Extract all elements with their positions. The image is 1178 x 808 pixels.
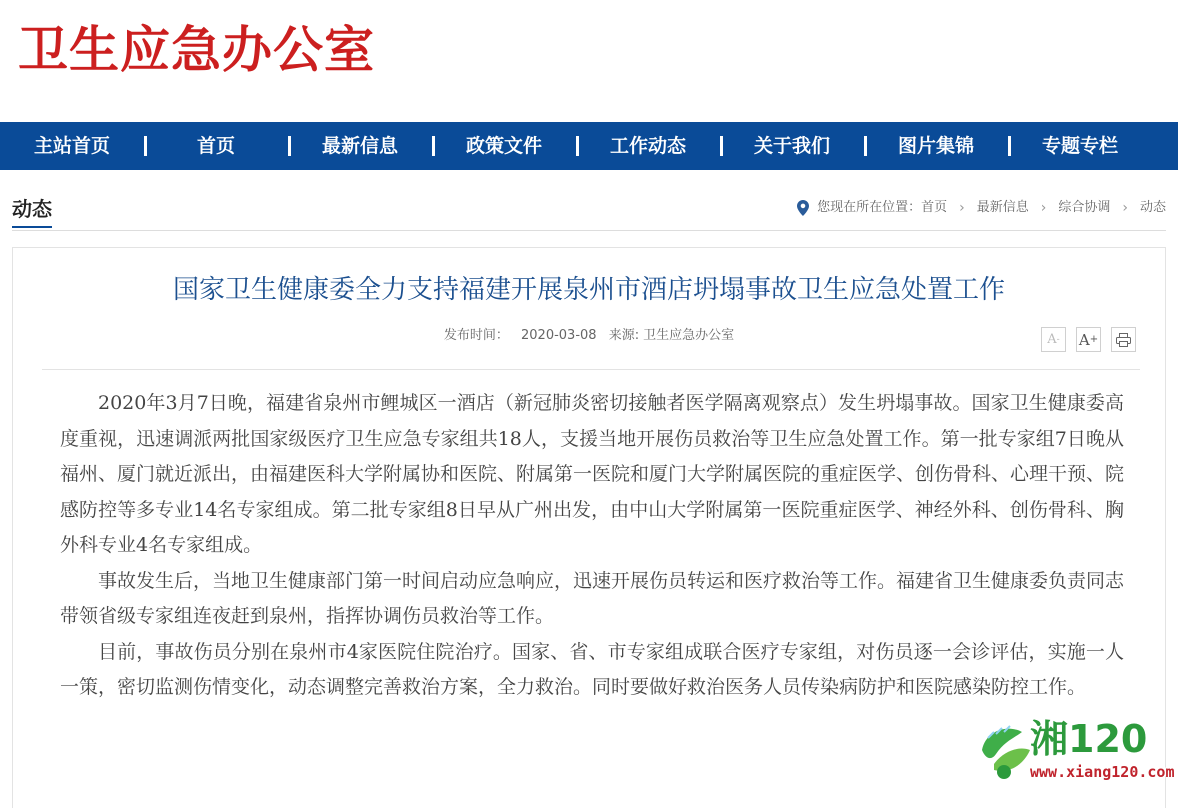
- nav-item-policy-docs[interactable]: 政策文件: [432, 122, 576, 170]
- nav-item-latest-info[interactable]: 最新信息: [288, 122, 432, 170]
- chevron-right-icon: ›: [1122, 200, 1128, 216]
- breadcrumb-link-coordination[interactable]: 综合协调: [1058, 200, 1111, 215]
- article-title: 国家卫生健康委全力支持福建开展泉州市酒店坍塌事故卫生应急处置工作: [172, 275, 1005, 305]
- breadcrumb-link-news[interactable]: 动态: [1139, 200, 1166, 215]
- watermark: [968, 716, 1173, 786]
- watermark-url: www.xiang120.com: [1030, 763, 1175, 781]
- publish-date: 2020-03-08: [521, 328, 597, 343]
- article-paragraph: 2020年3月7日晚，福建省泉州市鲤城区一酒店（新冠肺炎密切接触者医学隔离观察点）发生坍塌事故。国家卫生健康委高度重视，迅速调派两批国家级医疗卫生应急专家组共18人，支援当地开展伤员救治等卫生应急处置工作。第一批专家组7日晚从福州、厦门就近派出，由福建医科大学附属协和医院、附属第一医院和厦门大学附属医院的重症医学、创伤骨科、心理干预、院感防控等多专业14名专家组成。第二批专家组8日早从广州出发，由中山大学附属第一医院重症医学、神经外科、创伤骨科、胸外科专业4名专家组成。: [60, 392, 1125, 556]
- font-decrease-icon: A: [1047, 332, 1057, 347]
- location-pin-icon: [797, 200, 809, 216]
- article-tools: [1041, 327, 1136, 352]
- meta-divider: [42, 369, 1140, 370]
- font-decrease-button[interactable]: A -: [1041, 327, 1066, 352]
- watermark-text: 湘120: [1030, 717, 1148, 761]
- article-body: [60, 386, 1124, 706]
- section-title: 动态: [12, 196, 52, 228]
- print-button[interactable]: [1111, 327, 1136, 352]
- source-label: 来源:: [608, 328, 640, 343]
- publish-date-label: 发布时间：: [443, 328, 509, 343]
- nav-item-special-topics[interactable]: 专题专栏: [1008, 122, 1152, 170]
- chevron-right-icon: ›: [959, 200, 965, 216]
- font-increase-icon: A: [1078, 330, 1090, 349]
- leaf-logo-icon: [974, 720, 1034, 782]
- printer-icon: [1116, 333, 1131, 347]
- nav-item-work-news[interactable]: 工作动态: [576, 122, 720, 170]
- nav-item-about-us[interactable]: 关于我们: [720, 122, 864, 170]
- breadcrumb-link-latest-info[interactable]: 最新信息: [976, 200, 1029, 215]
- nav-item-photo-gallery[interactable]: 图片集锦: [864, 122, 1008, 170]
- breadcrumb-prefix: 您现在所在位置：: [817, 200, 922, 215]
- article-meta: [0, 326, 1178, 346]
- breadcrumb: [797, 198, 1166, 218]
- font-increase-button[interactable]: A +: [1076, 327, 1101, 352]
- chevron-right-icon: ›: [1040, 200, 1047, 216]
- nav-item-main-home[interactable]: 主站首页: [33, 135, 110, 157]
- source-name: 卫生应急办公室: [643, 328, 735, 343]
- breadcrumb-link-home[interactable]: 首页: [921, 200, 948, 215]
- site-logo[interactable]: 卫生应急办公室: [18, 21, 375, 79]
- article-paragraph: 目前，事故伤员分别在泉州市4家医院住院治疗。国家、省、市专家组成联合医疗专家组，对伤员逐一会诊评估，实施一人一策，密切监测伤情变化，动态调整完善救治方案，全力救治。同时要做好救治医务人员传染病防护和医院感染防控工作。: [60, 640, 1124, 698]
- nav-item-home[interactable]: 首页: [144, 122, 288, 170]
- main-nav: [0, 122, 1178, 170]
- article-paragraph: 事故发生后，当地卫生健康部门第一时间启动应急响应，迅速开展伤员转运和医疗救治等工作。福建省卫生健康委负责同志带领省级专家组连夜赶到泉州，指挥协调伤员救治等工作。: [60, 569, 1125, 627]
- section-divider: [12, 230, 1166, 231]
